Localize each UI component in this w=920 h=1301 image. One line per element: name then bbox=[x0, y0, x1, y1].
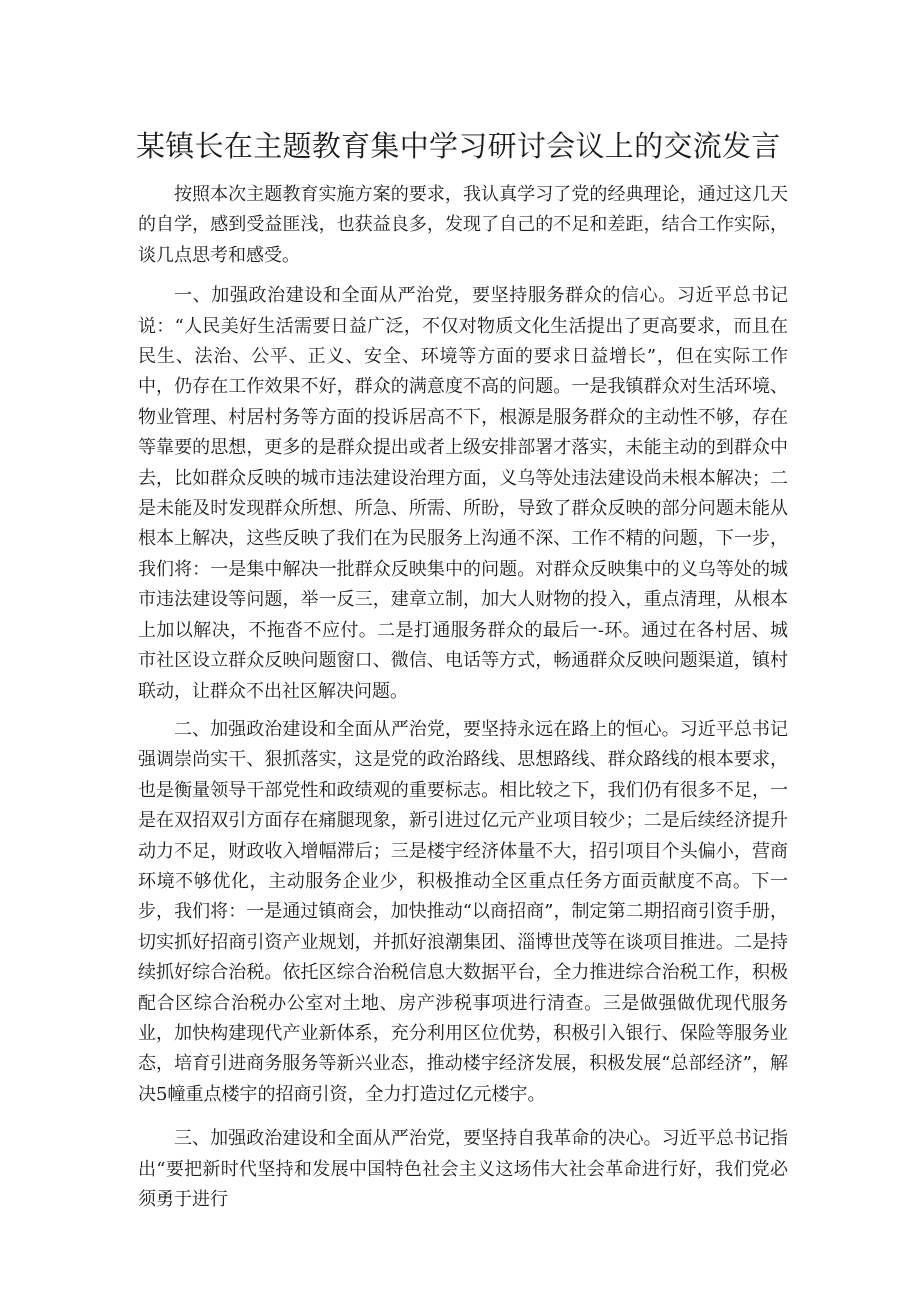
paragraph-section-2: 二、加强政治建设和全面从严治党，要坚持永远在路上的恒心。习近平总书记强调崇尚实干、狠抓落实，这是党的政治路线、思想路线、群众路线的根本要求，也是衡量领导干部党性和政绩观的重要标志。相比较之下，我们仍有很多不足，一是在双招双引方面存在痛腿现象，新引进过亿元产业项目较少；二是后续经济提升动力不足，财政收入增幅滞后；三是楼宇经济体量不大，招引项目个头偏小，营商环境不够优化，主动服务企业少，积极推动全区重点任务方面贡献度不高。下一步，我们将：一是通过镇商会，加快推动“以商招商”，制定第二期招商引资手册，切实抓好招商引资产业规划，并抓好浪潮集团、淄博世茂等在谈项目推进。二是持续抓好综合治税。依托区综合治税信息大数据平台，全力推进综合治税工作，积极配合区综合治税办公室对土地、房产涉税事项进行清查。三是做强做优现代服务业，加快构建现代产业新体系，充分利用区位优势，积极引入银行、保险等服务业态，培育引进商务服务等新兴业态，推动楼宇经济发展，积极发展“总部经济”，解决5幢重点楼宇的招商引资，全力打造过亿元楼宇。 bbox=[138, 718, 788, 1105]
document-title: 某镇长在主题教育集中学习研讨会议上的交流发言 bbox=[136, 129, 781, 163]
paragraph-section-1: 一、加强政治建设和全面从严治党，要坚持服务群众的信心。习近平总书记说：“人民美好生活需要日益广泛，不仅对物质文化生活提出了更高要求，而且在民生、法治、公平、正义、安全、环境等方面的要求日益增长”，但在实际工作中，仍存在工作效果不好，群众的满意度不高的问题。一是我镇群众对生活环境、物业管理、村居村务等方面的投诉居高不下，根源是服务群众的主动性不够，存在等靠要的思想，更多的是群众提出或者上级安排部署才落实，未能主动的到群众中去，比如群众反映的城市违法建设治理方面，义乌等处违法建设尚未根本解决；二是未能及时发现群众所想、所急、所需、所盼，导致了群众反映的部分问题未能从根本上解决，这些反映了我们在为民服务上沟通不深、工作不精的问题，下一步，我们将：一是集中解决一批群众反映集中的问题。对群众反映集中的义乌等处的城市违法建设等问题，举一反三，建章立制，加大人财物的投入，重点清理，从根本上加以解决，不拖沓不应付。二是打通服务群众的最后一-环。通过在各村居、城市社区设立群众反映问题窗口、微信、电话等方式，畅通群众反映问题渠道，镇村联动，让群众不出社区解决问题。 bbox=[138, 285, 788, 702]
document-body bbox=[138, 180, 788, 1215]
paragraph-section-3: 三、加强政治建设和全面从严治党，要坚持自我革命的决心。习近平总书记指出“要把新时代坚持和发展中国特色社会主义这场伟大社会革命进行好，我们党必须勇于进行 bbox=[138, 1128, 788, 1210]
paragraph-intro: 按照本次主题教育实施方案的要求，我认真学习了党的经典理论，通过这几天的自学，感到受益匪浅，也获益良多，发现了自己的不足和差距，结合工作实际，谈几点思考和感受。 bbox=[138, 184, 788, 266]
